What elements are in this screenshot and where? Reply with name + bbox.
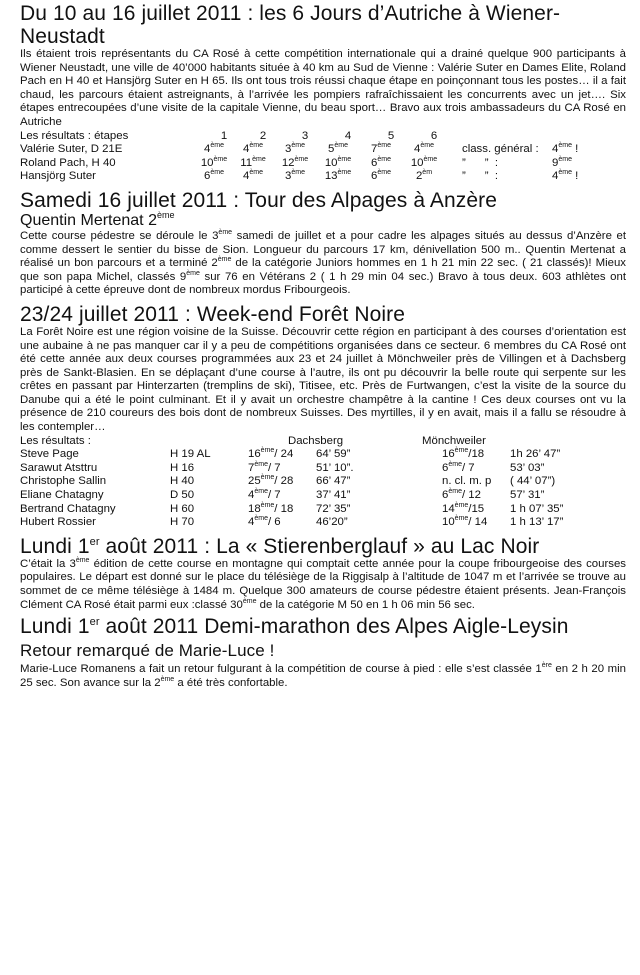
category: D 50: [170, 489, 195, 502]
column-dachsberg: Dachsberg: [288, 434, 344, 447]
body-text: Cette course pédestre se déroule le 3: [20, 229, 219, 242]
ordinal-suffix: ème: [254, 515, 268, 523]
ordinal-suffix: ème: [242, 597, 257, 605]
monchweiler-rank: [442, 448, 510, 462]
exclamation: !: [575, 170, 579, 183]
body-text: en 2 h 20 min 25 sec. Son avance sur la 2: [20, 663, 627, 689]
stage-rank: [274, 170, 316, 184]
body-text: édition de cette course en montagne qui comptait cette année pour la coupe fribourgeoise des courses populaires. Le départ est donné sur le place du télésiège de la Riggisalp à l’altitude de 1047 m et l’arrivée se trouve au sommet de ce même télésiège à 1484 m. Quelque 300 amateurs de course pédestre étaient présents. Jean-François Clément CA Rosé était parmi eux :classé 30: [20, 557, 626, 611]
stage-number: 6: [430, 129, 438, 142]
ordinal-suffix: ème: [249, 169, 263, 177]
rank-total: / 6: [267, 516, 281, 529]
title-text: Lundi 1: [20, 615, 90, 639]
stage-rank: [232, 143, 274, 157]
table-row: [20, 157, 626, 171]
athlete-name: Eliane Chatagny: [20, 489, 104, 502]
category: H 70: [170, 516, 195, 529]
monchweiler-time: 57’ 31”: [510, 489, 545, 502]
rank-value: 7: [248, 461, 255, 474]
ordinal-suffix: ème: [337, 169, 352, 177]
stage-number: 3: [301, 129, 309, 142]
stage-rank: [316, 157, 360, 171]
monchweiler-rank: [442, 462, 510, 476]
stage-rank: [402, 170, 446, 184]
athlete-name: Steve Page: [20, 448, 79, 461]
section-body: La Forêt Noire est une région voisine de la Suisse. Découvrir cette région en participant à des courses d’orientation est une aubaine à ne pas manquer car il y a peu de compétitions organisées dans ce secteur. 6 membres du CA Rosé ont été cette année aux deux courses programmées aux 23 et 24 juillet à Mönchweiler près de Villingen et à Dachsberg près de Sankt-Blasien. En se déplaçant d’une course à l’autre, ils ont pu découvrir la belle route qui serpente sur les crêtes en passant par Hinterzarten (tremplins de ski), Titisee, etc. Près de Furtwangen, c’est la visite de la source du Danube qui a été le point culminant. Et il y avait un orchestre champêtre à la cantine ! Ces deux courses ont vu la présence de 210 coureurs des bois dont de nombreux Suisses. Des myrtilles, il y en avait, mais il a fallu se résoudre à les contempler…: [20, 325, 626, 434]
general-label: ” ” :: [462, 170, 499, 183]
ordinal-suffix: ème: [448, 460, 462, 468]
monchweiler-rank: [442, 516, 510, 530]
stage-number: 2: [259, 129, 267, 142]
general-rank: [552, 157, 575, 171]
rank-total: / 18: [274, 502, 294, 515]
section-subtitle: [20, 209, 626, 230]
ordinal-suffix: ème: [252, 155, 266, 163]
rank-value: 6: [371, 156, 378, 169]
table-row: [20, 462, 626, 476]
dachsberg-rank: [248, 448, 316, 462]
general-label: ” ” :: [462, 156, 499, 169]
ordinal-suffix: ème: [291, 169, 305, 177]
ordinal-suffix: ème: [448, 488, 462, 496]
table-header-row: [20, 130, 626, 144]
rank-value: 6: [204, 170, 211, 183]
body-text: sur 76 en Vétérans 2 ( 1 h 29 min 04 sec.) Bravo à tous deux. 603 athlètes ont participé à cette épreuve dont de nombreux mordus Fribourgeois.: [20, 270, 627, 297]
stage-number: 5: [387, 129, 395, 142]
rank-value: 11: [240, 156, 253, 169]
ordinal-suffix: èm: [422, 169, 433, 177]
ordinal-suffix: ème: [454, 515, 469, 523]
ordinal-suffix: ème: [454, 501, 469, 509]
section-autriche: [20, 2, 626, 184]
general-rank: [552, 143, 578, 157]
ordinal-suffix: ème: [213, 155, 228, 163]
monchweiler-time: 53’ 03”: [510, 461, 545, 474]
rank-value: 9: [552, 156, 559, 169]
ordinal-suffix: ème: [156, 209, 175, 220]
ordinal-suffix: ème: [260, 447, 275, 455]
rank-value: 16: [248, 448, 261, 461]
stage-rank: [360, 157, 402, 171]
dachsberg-time: 72’ 35”: [316, 502, 351, 515]
ordinal-suffix: ème: [249, 142, 263, 150]
stage-rank: [196, 170, 232, 184]
dachsberg-rank: [248, 503, 316, 517]
section-aigle-leysin: [20, 615, 626, 690]
stage-rank: [232, 170, 274, 184]
athlete-name: Christophe Sallin: [20, 475, 107, 488]
column-monchweiler: Mönchweiler: [422, 434, 486, 447]
ordinal-suffix: ème: [218, 228, 233, 236]
ordinal-suffix: ère: [541, 662, 552, 670]
rank-total: / 7: [267, 461, 281, 474]
rank-value: 6: [371, 170, 378, 183]
stage-number: 4: [344, 129, 352, 142]
stage-rank: [402, 157, 446, 171]
ordinal-suffix: ème: [260, 474, 275, 482]
athlete-name: Sarawut Atsttru: [20, 461, 98, 474]
stage-rank: [360, 170, 402, 184]
section-body: Ils étaient trois représentants du CA Rosé à cette compétition internationale qui a drainé quelque 900 participants à Wiener Neustadt, une ville de 40’000 habitants située à 40 km au Sud de Vienne : Valérie Suter en Dames Elite, Roland Pach en H 40 et Hansjörg Suter en H 65. Ils ont tous trois réussi chaque étape en poinçonnant tous les postes… il a fait chaud, les parcours étaient astreignants, à l’arrivée les pompiers rafraîchissaient les concurrents avec un jet…. Six étapes entrecoupées d’une visite de la capitale Vienne, du beau sport… Bravo aux trois ambassadeurs du CA Rosé en Autriche: [20, 48, 626, 128]
ordinal-suffix: ème: [337, 155, 352, 163]
dachsberg-time: 66’ 47”: [316, 475, 351, 488]
section-title: [20, 535, 626, 558]
rank-value: 18: [248, 502, 261, 515]
rank-total: / 14: [468, 516, 488, 529]
ordinal-suffix: ème: [75, 556, 90, 564]
ordinal-suffix: ème: [210, 169, 224, 177]
table-header-row: [20, 435, 626, 449]
ordinal-suffix: ème: [210, 142, 224, 150]
section-title: [20, 615, 626, 661]
ordinal-suffix: ème: [186, 269, 200, 277]
rank-value: 7: [371, 143, 378, 156]
section-body: [20, 663, 626, 690]
monchweiler-time: 1h 26’ 47”: [510, 448, 561, 461]
table-row: [20, 516, 626, 530]
rank-total: / 24: [274, 448, 294, 461]
stage-rank: [316, 170, 360, 184]
monchweiler-rank: [442, 489, 510, 503]
section-title: Du 10 au 16 juillet 2011 : les 6 Jours d’Autriche à Wiener-Neustadt: [20, 2, 561, 48]
stage-rank: [196, 143, 232, 157]
ordinal-suffix: ème: [377, 155, 391, 163]
ordinal-suffix: ème: [558, 169, 572, 177]
stage-rank: [360, 143, 402, 157]
rank-value: 5: [328, 143, 335, 156]
dachsberg-time: 64’ 59”: [316, 448, 351, 461]
section-title: Samedi 16 juillet 2011 : Tour des Alpages à Anzère: [20, 188, 498, 212]
rank-total: / 7: [267, 489, 281, 502]
rank-value: 3: [285, 143, 292, 156]
ordinal-suffix: ème: [377, 142, 391, 150]
subtitle-text: Quentin Mertenat 2: [20, 211, 157, 229]
ordinal-suffix: ème: [377, 169, 391, 177]
rank-value: 2: [415, 170, 423, 183]
dachsberg-rank: [248, 489, 316, 503]
rank-total: /15: [468, 502, 485, 515]
rank-value: 4: [204, 143, 211, 156]
results-label: Les résultats : étapes: [20, 129, 129, 142]
athlete-name: Bertrand Chatagny: [20, 502, 116, 515]
ordinal-suffix: er: [89, 535, 100, 548]
ordinal-suffix: ème: [423, 155, 438, 163]
results-label: Les résultats :: [20, 434, 91, 447]
category: H 40: [170, 475, 195, 488]
table-row: [20, 503, 626, 517]
ordinal-suffix: ème: [291, 142, 305, 150]
monchweiler-rank: [442, 475, 510, 489]
section-subtitle: Retour remarqué de Marie-Luce !: [20, 641, 275, 661]
section-title: 23/24 juillet 2011 : Week-end Forêt Noire: [20, 302, 406, 326]
ordinal-suffix: ème: [334, 142, 348, 150]
rank-value: 4: [552, 143, 559, 156]
athlete-name: Hubert Rossier: [20, 516, 96, 529]
title-text: août 2011 : La « Stierenberglauf » au Lac Noir: [99, 534, 540, 558]
dachsberg-rank: [248, 516, 316, 530]
ordinal-suffix: ème: [217, 256, 232, 264]
rank-value: 6: [442, 489, 449, 502]
title-text: Lundi 1: [20, 534, 90, 558]
category: H 19 AL: [170, 448, 211, 461]
ordinal-suffix: ème: [260, 501, 275, 509]
rank-value: 10: [324, 156, 338, 169]
monchweiler-rank: [442, 503, 510, 517]
dachsberg-time: 46’20”: [316, 516, 348, 529]
rank-value: 4: [552, 170, 559, 183]
table-row: [20, 475, 626, 489]
rank-total: /18: [468, 448, 485, 461]
athlete-name: Hansjörg Suter: [20, 170, 96, 183]
category: H 16: [170, 461, 195, 474]
stage-rank: [402, 143, 446, 157]
athlete-name: Roland Pach, H 40: [20, 156, 116, 169]
rank-value: 3: [285, 170, 292, 183]
rank-value: 10: [200, 156, 214, 169]
exclamation: !: [575, 143, 579, 156]
section-foret-noire: [20, 303, 626, 530]
rank-value: 13: [324, 170, 338, 183]
rank-value: 16: [442, 448, 455, 461]
dachsberg-rank: [248, 475, 316, 489]
body-text: Marie-Luce Romanens a fait un retour fulgurant à la compétition de course à pied : elle s’est classée 1: [20, 663, 542, 676]
body-text: C’était la 3: [20, 557, 76, 570]
rank-value: n. cl. m. p: [442, 475, 492, 488]
stage-rank: [196, 157, 232, 171]
rank-total: / 12: [461, 489, 481, 502]
ordinal-suffix: ème: [294, 155, 309, 163]
table-row: [20, 170, 626, 184]
ordinal-suffix: ème: [558, 155, 572, 163]
rank-value: 10: [410, 156, 424, 169]
stage-rank: [316, 143, 360, 157]
ordinal-suffix: ème: [254, 488, 268, 496]
results-table-foret-noire: [20, 435, 626, 530]
monchweiler-time: ( 44’ 07”): [510, 475, 556, 488]
rank-value: 14: [442, 502, 455, 515]
ordinal-suffix: ème: [254, 460, 268, 468]
general-label: class. général :: [462, 143, 539, 156]
ordinal-suffix: ème: [420, 142, 434, 150]
rank-value: 4: [414, 143, 421, 156]
body-text: de la catégorie Juniors hommes en 1 h 21 min 22 sec. ( 21 classés)! Mieux que son papa Michel, classés 9: [20, 257, 626, 283]
rank-value: 4: [243, 170, 250, 183]
section-body: [20, 558, 626, 612]
stage-number: 1: [220, 129, 228, 142]
rank-total: / 7: [461, 461, 475, 474]
stage-rank: [274, 157, 316, 171]
section-stierenberglauf: [20, 535, 626, 612]
ordinal-suffix: ème: [558, 142, 572, 150]
ordinal-suffix: er: [89, 616, 100, 629]
monchweiler-time: 1 h 07’ 35”: [510, 502, 564, 515]
rank-value: 4: [243, 143, 250, 156]
body-text: samedi de juillet et a pour cadre les alpages situés au dessus d’Anzère et comme dessert le sentier du bisse de Sion. Longueur du parcours 17 km, dénivellation 500 m.. Quentin Mertenat a réalisé un bon parcours et a terminé 2: [20, 229, 626, 270]
monchweiler-time: 1 h 13’ 17”: [510, 516, 564, 529]
dachsberg-time: 51’ 10”.: [316, 461, 354, 474]
ordinal-suffix: ème: [454, 447, 469, 455]
ordinal-suffix: ème: [160, 675, 175, 683]
rank-value: 4: [248, 489, 255, 502]
rank-value: 25: [248, 475, 261, 488]
results-table-autriche: [20, 130, 626, 184]
stage-rank: [274, 143, 316, 157]
rank-value: 12: [281, 156, 295, 169]
body-text: a été très confortable.: [174, 676, 288, 689]
athlete-name: Valérie Suter, D 21E: [20, 143, 123, 156]
body-text: de la catégorie M 50 en 1 h 06 min 56 sec.: [256, 598, 475, 611]
section-anzere: [20, 189, 626, 298]
dachsberg-time: 37’ 41”: [316, 489, 351, 502]
rank-total: / 28: [274, 475, 294, 488]
table-row: [20, 143, 626, 157]
category: H 60: [170, 502, 195, 515]
rank-value: 10: [442, 516, 455, 529]
rank-value: 4: [248, 516, 255, 529]
dachsberg-rank: [248, 462, 316, 476]
stage-rank: [232, 157, 274, 171]
title-text: août 2011 Demi-marathon des Alpes Aigle-Leysin: [99, 615, 569, 639]
rank-value: 6: [442, 461, 449, 474]
general-rank: [552, 170, 578, 184]
section-body: [20, 230, 626, 298]
table-row: [20, 448, 626, 462]
table-row: [20, 489, 626, 503]
